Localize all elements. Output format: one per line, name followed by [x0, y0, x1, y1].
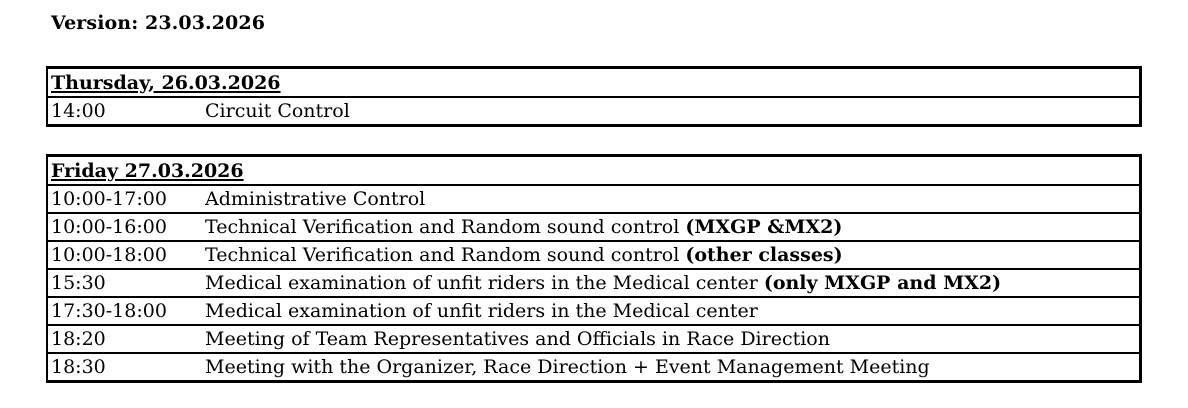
description-cell: [205, 300, 1139, 322]
description-text: Circuit Control: [205, 100, 350, 122]
description-text: Administrative Control: [205, 188, 426, 210]
description-cell: [205, 216, 1139, 238]
description-cell: [205, 188, 1139, 210]
day-title: Friday 27.03.2026: [51, 159, 244, 182]
schedule-row: [48, 240, 1139, 268]
thursday-schedule-table: [46, 66, 1142, 127]
day-header-row: [48, 69, 1139, 96]
time-cell: 18:30: [51, 356, 106, 378]
schedule-row: [48, 184, 1139, 212]
schedule-row: [48, 352, 1139, 380]
description-cell: [205, 244, 1139, 266]
description-cell: [205, 328, 1139, 350]
description-bold-text: (MXGP &MX2): [685, 216, 843, 238]
time-cell: 10:00-16:00: [51, 216, 167, 238]
description-cell: [205, 356, 1139, 378]
time-cell: 14:00: [51, 100, 106, 122]
time-cell: 15:30: [51, 272, 106, 294]
schedule-row: [48, 212, 1139, 240]
description-text: Technical Verification and Random sound control: [205, 216, 686, 238]
description-text: Meeting of Team Representatives and Officials in Race Direction: [205, 328, 830, 350]
time-cell: 10:00-18:00: [51, 244, 167, 266]
description-cell: [205, 100, 1139, 122]
schedule-row: [48, 324, 1139, 352]
description-bold-text: (other classes): [685, 244, 843, 266]
description-text: Medical examination of unfit riders in the Medical center: [205, 272, 764, 294]
time-cell: 18:20: [51, 328, 106, 350]
description-bold-text: (only MXGP and MX2): [763, 272, 1002, 294]
day-header-row: [48, 157, 1139, 184]
schedule-row: [48, 96, 1139, 124]
schedule-row: [48, 296, 1139, 324]
description-text: Meeting with the Organizer, Race Direction + Event Management Meeting: [205, 356, 930, 378]
day-title: Thursday, 26.03.2026: [51, 71, 281, 94]
time-cell: 10:00-17:00: [51, 188, 167, 210]
friday-schedule-table: [46, 154, 1142, 383]
description-text: Technical Verification and Random sound control: [205, 244, 686, 266]
version-label: Version: 23.03.2026: [51, 12, 266, 34]
time-cell: 17:30-18:00: [51, 300, 167, 322]
description-text: Medical examination of unfit riders in the Medical center: [205, 300, 758, 322]
schedule-row: [48, 268, 1139, 296]
description-cell: [205, 272, 1139, 294]
